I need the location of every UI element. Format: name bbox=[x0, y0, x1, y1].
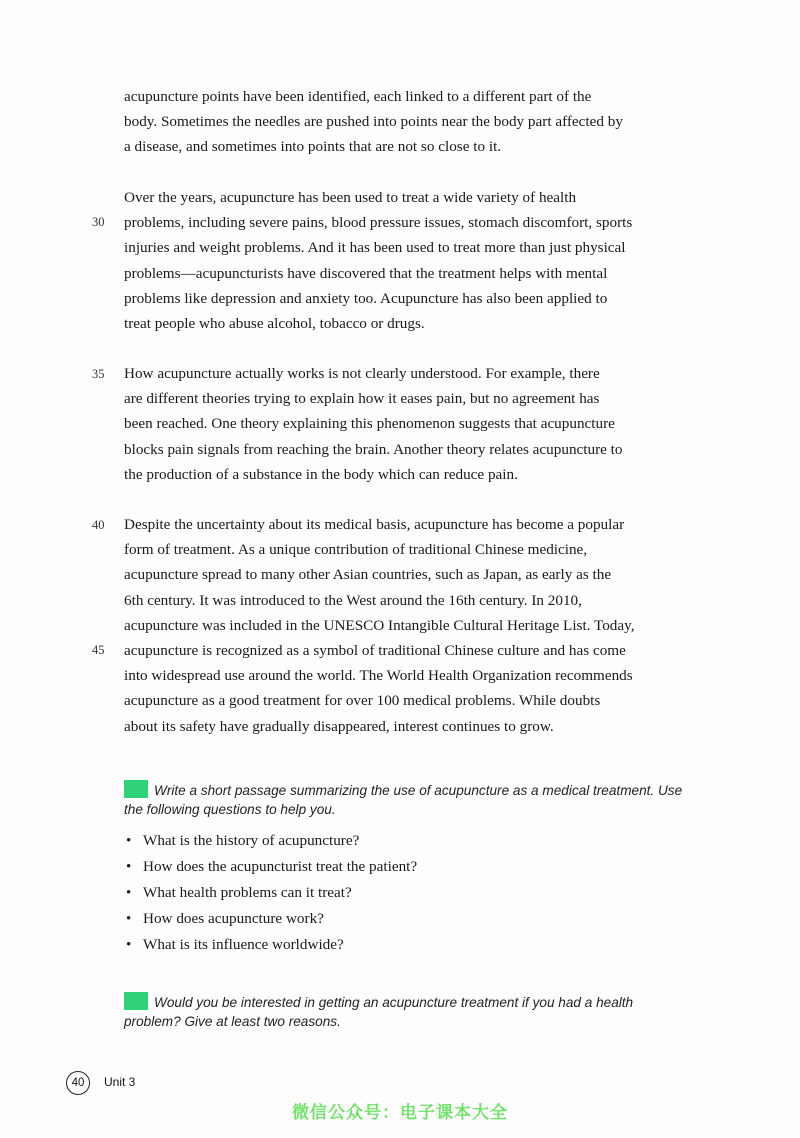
list-item-text: How does the acupuncturist treat the patient? bbox=[143, 858, 418, 875]
text-line: problem? Give at least two reasons. bbox=[124, 1014, 341, 1029]
task-2-text: Would you be interested in getting an acupuncture treatment if you had a health bbox=[154, 995, 634, 1010]
task-1-text: Write a short passage summarizing the use of acupuncture as a medical treatment. Use bbox=[154, 783, 683, 798]
list-item bbox=[124, 880, 417, 906]
text-line bbox=[124, 992, 704, 1012]
bullet-icon: • bbox=[126, 910, 132, 927]
bullet-icon: • bbox=[126, 858, 132, 875]
text-line: treat people who abuse alcohol, tobacco or drugs. bbox=[124, 315, 425, 333]
unit-label: Unit 3 bbox=[104, 1075, 136, 1089]
task-marker-icon bbox=[124, 992, 148, 1010]
text-line: acupuncture was included in the UNESCO Intangible Cultural Heritage List. Today, bbox=[124, 616, 635, 634]
text-line: about its safety have gradually disappeared, interest continues to grow. bbox=[124, 717, 554, 735]
task-marker-icon bbox=[124, 780, 148, 798]
page-number-badge: 40 bbox=[66, 1071, 90, 1095]
list-item-text: How does acupuncture work? bbox=[143, 910, 324, 927]
text-line: been reached. One theory explaining this phenomenon suggests that acupuncture bbox=[124, 415, 615, 433]
text-line: How acupuncture actually works is not clearly understood. For example, there bbox=[124, 365, 600, 382]
text-line: 6th century. It was introduced to the West around the 16th century. In 2010, bbox=[124, 591, 582, 609]
list-item bbox=[124, 828, 417, 854]
bullet-icon: • bbox=[126, 884, 132, 901]
paragraph-4 bbox=[124, 512, 696, 739]
text-line bbox=[124, 780, 704, 800]
text-line: Despite the uncertainty about its medical basis, acupuncture has become a popular bbox=[124, 516, 625, 533]
task-1-prompt bbox=[124, 780, 704, 819]
line-number-45: 45 bbox=[92, 643, 105, 657]
text-line: problems—acupuncturists have discovered that the treatment helps with mental bbox=[124, 264, 608, 282]
text-line: injuries and weight problems. And it has been used to treat more than just physical bbox=[124, 239, 626, 257]
text-line: acupuncture points have been identified, each linked to a different part of the bbox=[124, 88, 592, 105]
line-number-35: 35 bbox=[92, 367, 105, 381]
text-line: acupuncture is recognized as a symbol of traditional Chinese culture and has come bbox=[124, 642, 626, 660]
text-line: a disease, and sometimes into points that are not so close to it. bbox=[124, 138, 502, 156]
task-2-prompt bbox=[124, 992, 704, 1031]
line-number-30: 30 bbox=[92, 215, 105, 229]
watermark-text: 微信公众号：电子课本大全 bbox=[292, 1103, 508, 1123]
list-item bbox=[124, 854, 417, 880]
paragraph-1 bbox=[124, 84, 696, 160]
bullet-icon: • bbox=[126, 936, 132, 953]
text-line: problems like depression and anxiety too. Acupuncture has also been applied to bbox=[124, 289, 608, 307]
question-list bbox=[124, 828, 417, 958]
paragraph-3 bbox=[124, 361, 696, 487]
text-line: acupuncture spread to many other Asian countries, such as Japan, as early as the bbox=[124, 566, 612, 584]
list-item-text: What is the history of acupuncture? bbox=[143, 832, 360, 849]
text-line: Over the years, acupuncture has been used to treat a wide variety of health bbox=[124, 189, 577, 206]
text-line: form of treatment. As a unique contribution of traditional Chinese medicine, bbox=[124, 541, 588, 559]
text-line: the production of a substance in the body which can reduce pain. bbox=[124, 465, 518, 483]
text-line: are different theories trying to explain how it eases pain, but no agreement has bbox=[124, 390, 600, 408]
text-line: the following questions to help you. bbox=[124, 802, 336, 817]
text-line: body. Sometimes the needles are pushed into points near the body part affected by bbox=[124, 113, 623, 131]
list-item-text: What health problems can it treat? bbox=[143, 884, 352, 901]
text-line: into widespread use around the world. The World Health Organization recommends bbox=[124, 667, 633, 685]
list-item bbox=[124, 932, 417, 958]
text-line: blocks pain signals from reaching the brain. Another theory relates acupuncture to bbox=[124, 440, 623, 458]
text-line: acupuncture as a good treatment for over 100 medical problems. While doubts bbox=[124, 692, 601, 710]
bullet-icon: • bbox=[126, 832, 132, 849]
list-item-text: What is its influence worldwide? bbox=[143, 936, 344, 953]
paragraph-2 bbox=[124, 185, 696, 336]
text-line: problems, including severe pains, blood pressure issues, stomach discomfort, sports bbox=[124, 214, 633, 232]
list-item bbox=[124, 906, 417, 932]
line-number-40: 40 bbox=[92, 518, 105, 532]
